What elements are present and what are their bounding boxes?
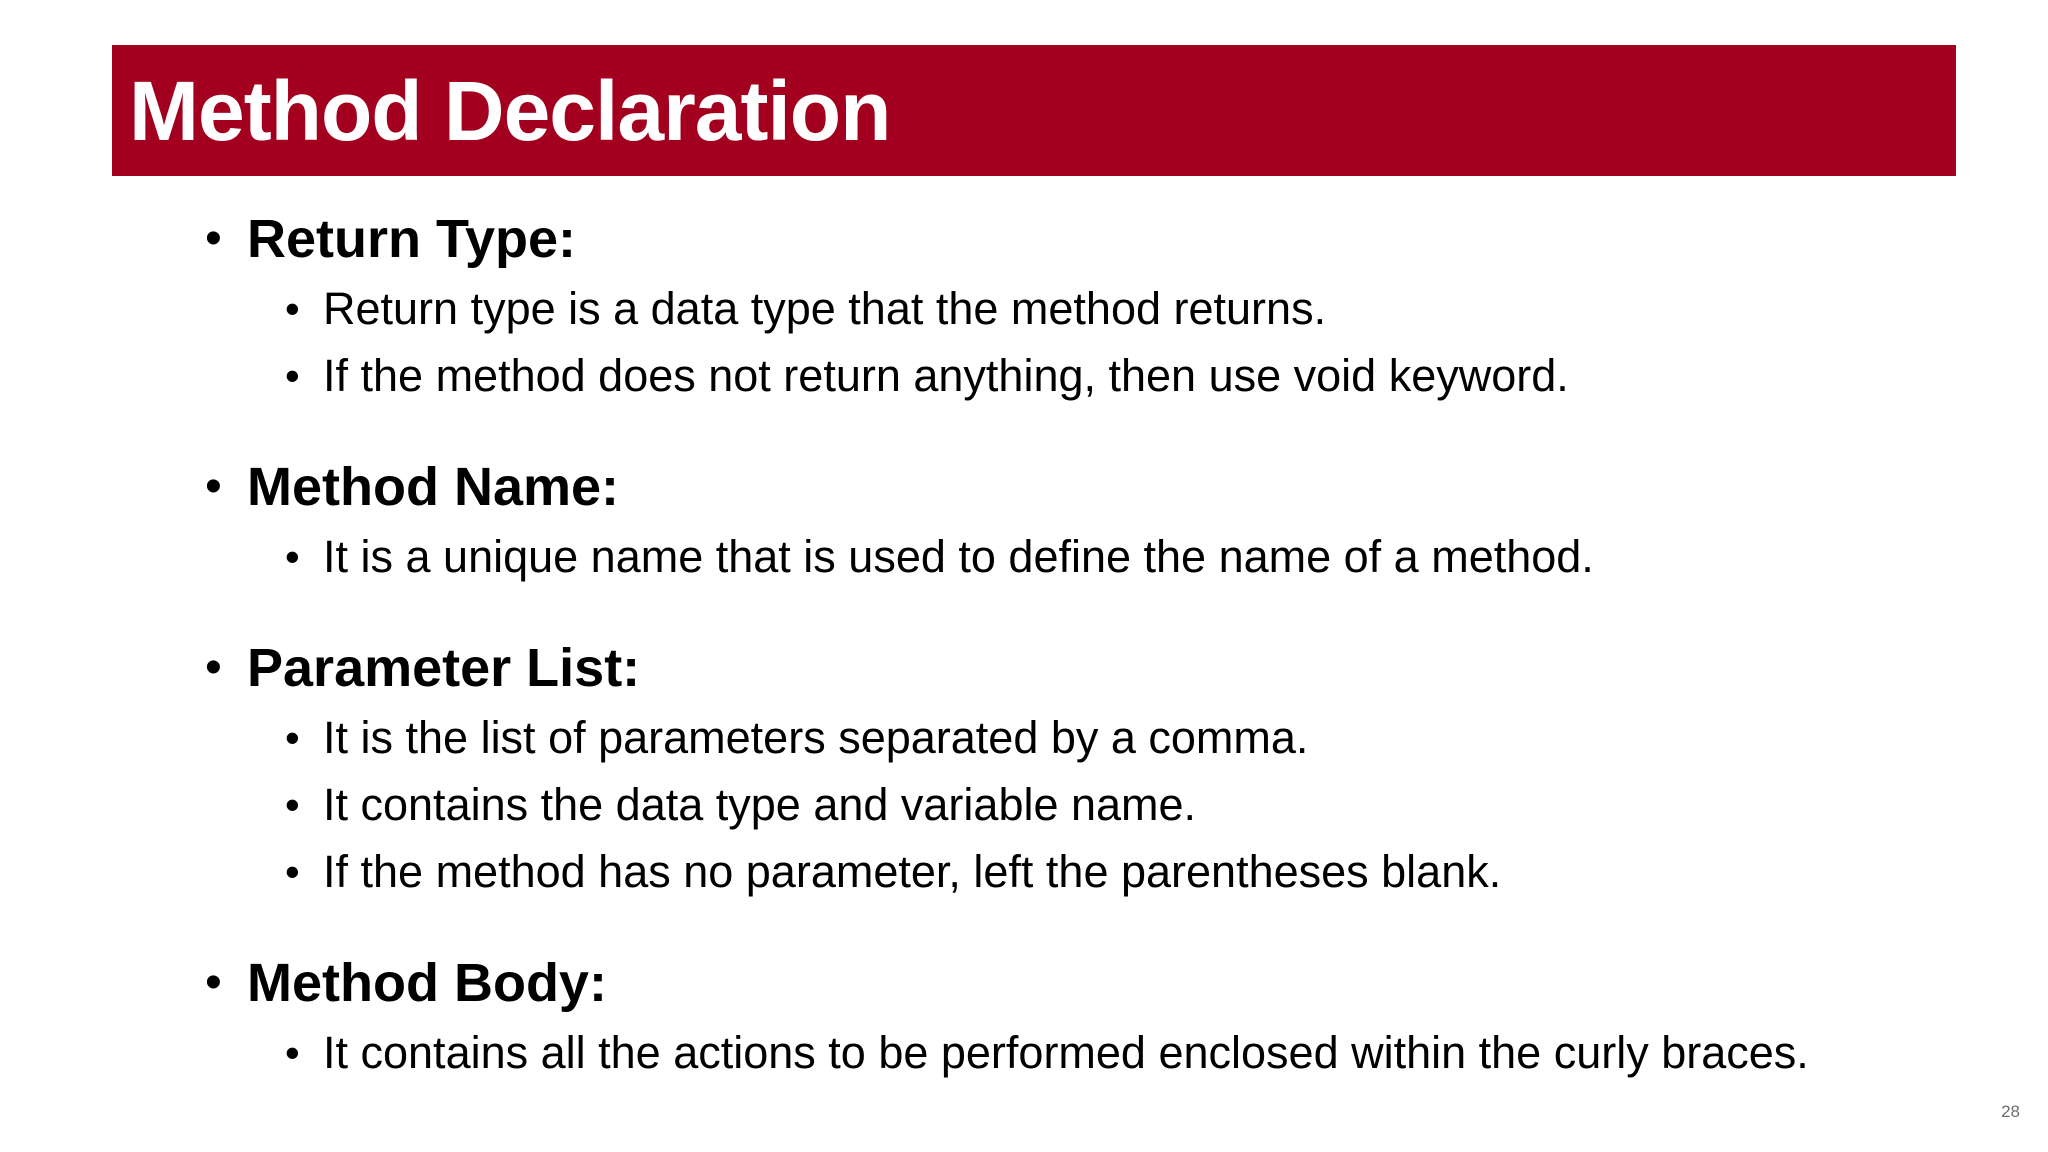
section-method-name — [205, 451, 1965, 590]
list-item — [285, 838, 1965, 905]
section-items — [205, 1019, 1965, 1086]
list-item-text: It is a unique name that is used to define the name of a method. — [323, 531, 1594, 582]
list-item — [285, 704, 1965, 771]
list-item — [285, 275, 1965, 342]
section-heading-text: Parameter List: — [247, 638, 641, 698]
list-item-text: It contains all the actions to be performed enclosed within the curly braces. — [323, 1027, 1809, 1078]
bullet-icon: • — [285, 1028, 300, 1076]
list-item — [285, 523, 1965, 590]
list-item — [285, 342, 1965, 409]
list-item-text: It is the list of parameters separated by a comma. — [323, 712, 1309, 763]
list-item — [285, 1019, 1965, 1086]
bullet-icon: • — [285, 532, 300, 580]
section-items — [205, 275, 1965, 409]
bullet-icon: • — [285, 284, 300, 332]
bullet-icon: • — [285, 713, 300, 761]
bullet-icon: • — [285, 780, 300, 828]
list-item-text: Return type is a data type that the method returns. — [323, 283, 1327, 334]
list-item — [285, 771, 1965, 838]
slide-content — [205, 203, 1965, 1128]
section-return-type — [205, 203, 1965, 409]
section-heading-text: Return Type: — [247, 209, 577, 269]
bullet-icon: • — [205, 460, 222, 513]
section-heading — [205, 203, 1965, 275]
bullet-icon: • — [285, 847, 300, 895]
bullet-icon: • — [205, 641, 222, 694]
list-item-text: It contains the data type and variable name. — [323, 779, 1197, 830]
bullet-icon: • — [205, 212, 222, 265]
section-heading — [205, 947, 1965, 1019]
page-number: 28 — [2001, 1102, 2020, 1121]
bullet-icon: • — [205, 956, 222, 1009]
title-bar — [112, 45, 1956, 176]
section-heading-text: Method Body: — [247, 953, 607, 1013]
slide-title: Method Declaration — [129, 63, 891, 158]
list-item-text: If the method has no parameter, left the parentheses blank. — [323, 846, 1502, 897]
bullet-icon: • — [285, 351, 300, 399]
section-method-body — [205, 947, 1965, 1086]
section-heading-text: Method Name: — [247, 457, 620, 517]
section-parameter-list — [205, 632, 1965, 905]
section-items — [205, 704, 1965, 905]
section-heading — [205, 632, 1965, 704]
section-items — [205, 523, 1965, 590]
list-item-text: If the method does not return anything, then use void keyword. — [323, 350, 1569, 401]
section-heading — [205, 451, 1965, 523]
